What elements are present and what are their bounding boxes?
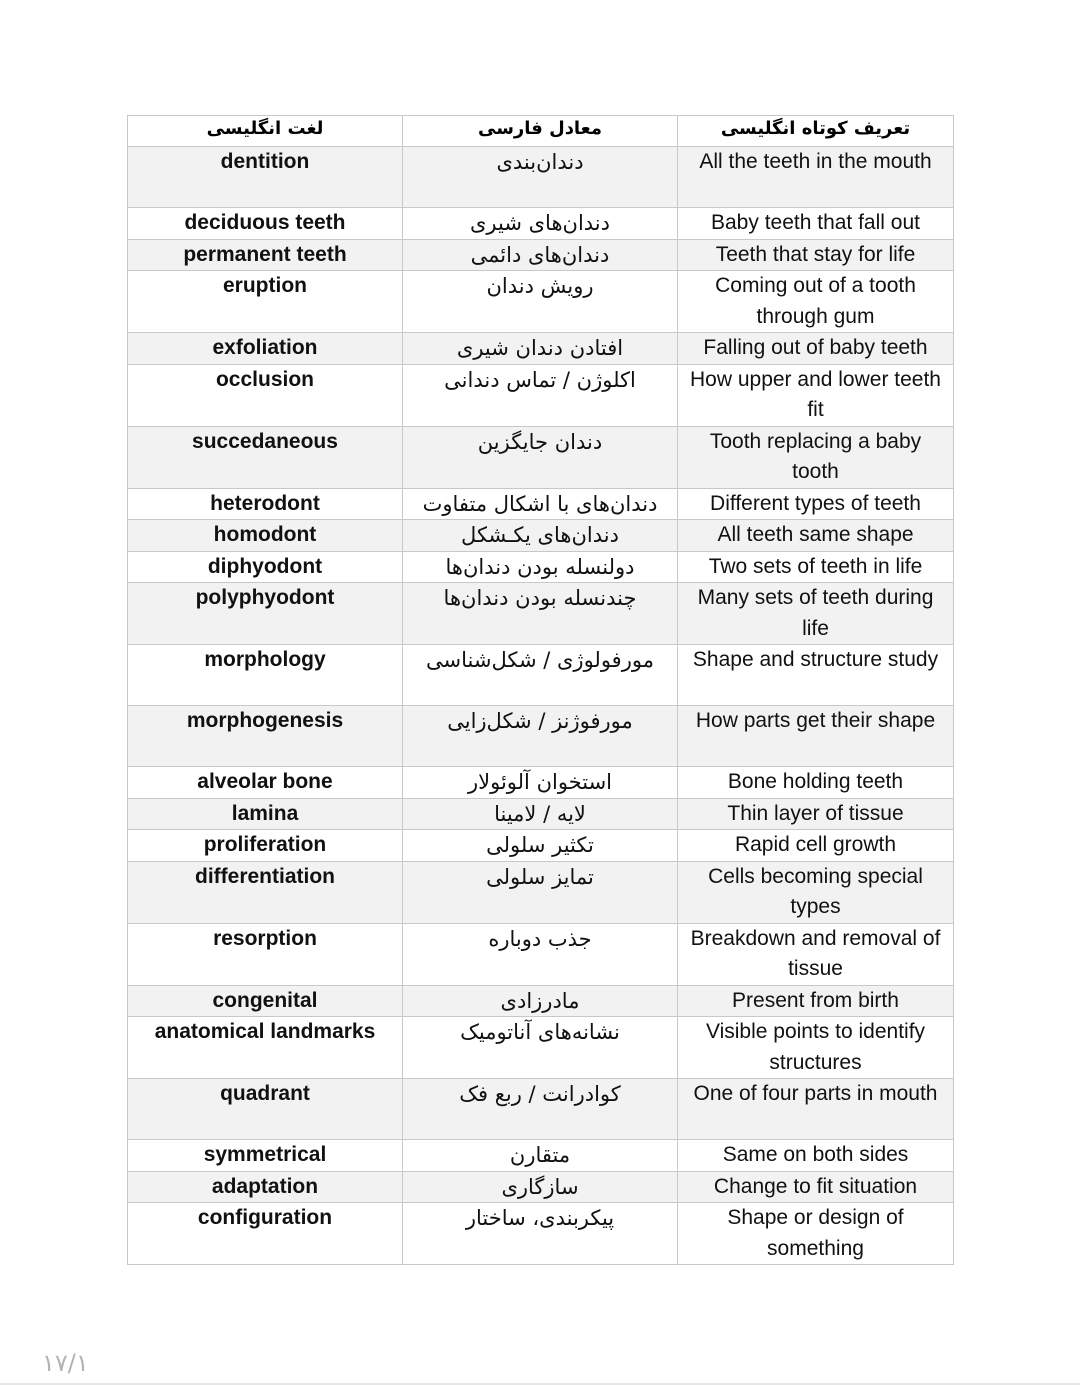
term-cell: anatomical landmarks [128, 1017, 403, 1079]
persian-cell: دندان‌های یکـشکل [403, 520, 678, 552]
persian-cell: دندان‌های با اشکال متفاوت [403, 488, 678, 520]
definition-cell: One of four parts in mouth [678, 1079, 954, 1140]
definition-cell: How upper and lower teeth fit [678, 364, 954, 426]
definition-cell: Shape or design of something [678, 1203, 954, 1265]
definition-cell: Different types of teeth [678, 488, 954, 520]
term-cell: dentition [128, 147, 403, 208]
table-row [128, 798, 954, 830]
table-row [128, 1203, 954, 1265]
term-cell: morphology [128, 645, 403, 706]
term-cell: diphyodont [128, 551, 403, 583]
definition-cell: Thin layer of tissue [678, 798, 954, 830]
term-cell: polyphyodont [128, 583, 403, 645]
term-cell: congenital [128, 985, 403, 1017]
definition-cell: Same on both sides [678, 1140, 954, 1172]
table-row [128, 364, 954, 426]
term-cell: adaptation [128, 1171, 403, 1203]
table-row [128, 147, 954, 208]
header-short-definition: تعریف کوتاه انگلیسی [678, 116, 954, 147]
table-row [128, 767, 954, 799]
table-row [128, 239, 954, 271]
definition-cell: Teeth that stay for life [678, 239, 954, 271]
persian-cell: دندان‌های دائمی [403, 239, 678, 271]
definition-cell: All teeth same shape [678, 520, 954, 552]
definition-cell: Baby teeth that fall out [678, 208, 954, 240]
table-row [128, 208, 954, 240]
table-row [128, 985, 954, 1017]
persian-cell: چندنسله بودن دندان‌ها [403, 583, 678, 645]
term-cell: proliferation [128, 830, 403, 862]
term-cell: alveolar bone [128, 767, 403, 799]
table-row [128, 333, 954, 365]
table-row [128, 426, 954, 488]
persian-cell: جذب دوباره [403, 923, 678, 985]
term-cell: eruption [128, 271, 403, 333]
persian-cell: دندان‌های شیری [403, 208, 678, 240]
persian-cell: پیکربندی، ساختار [403, 1203, 678, 1265]
persian-cell: دندان‌بندی [403, 147, 678, 208]
term-cell: permanent teeth [128, 239, 403, 271]
definition-cell: Shape and structure study [678, 645, 954, 706]
definition-cell: Coming out of a tooth through gum [678, 271, 954, 333]
term-cell: resorption [128, 923, 403, 985]
table-row [128, 1079, 954, 1140]
definition-cell: Many sets of teeth during life [678, 583, 954, 645]
persian-cell: لایه / لامینا [403, 798, 678, 830]
table-row [128, 706, 954, 767]
table-row [128, 1017, 954, 1079]
table-row [128, 488, 954, 520]
persian-cell: تمایز سلولی [403, 861, 678, 923]
table-row [128, 1171, 954, 1203]
persian-cell: استخوان آلوئولار [403, 767, 678, 799]
term-cell: differentiation [128, 861, 403, 923]
definition-cell: Bone holding teeth [678, 767, 954, 799]
term-cell: deciduous teeth [128, 208, 403, 240]
table-row [128, 861, 954, 923]
table-row [128, 551, 954, 583]
persian-cell: نشانه‌های آناتومیک [403, 1017, 678, 1079]
table-body [128, 147, 954, 1265]
table-header-row [128, 116, 954, 147]
term-cell: occlusion [128, 364, 403, 426]
term-cell: exfoliation [128, 333, 403, 365]
definition-cell: How parts get their shape [678, 706, 954, 767]
persian-cell: اکلوژن / تماس دندانی [403, 364, 678, 426]
definition-cell: Breakdown and removal of tissue [678, 923, 954, 985]
table-row [128, 1140, 954, 1172]
persian-cell: رویش دندان [403, 271, 678, 333]
term-cell: morphogenesis [128, 706, 403, 767]
definition-cell: Tooth replacing a baby tooth [678, 426, 954, 488]
vocabulary-table [127, 115, 954, 1265]
persian-cell: مادرزادی [403, 985, 678, 1017]
persian-cell: افتادن دندان شیری [403, 333, 678, 365]
persian-cell: کوادرانت / ربع فک [403, 1079, 678, 1140]
definition-cell: Two sets of teeth in life [678, 551, 954, 583]
persian-cell: سازگاری [403, 1171, 678, 1203]
definition-cell: Visible points to identify structures [678, 1017, 954, 1079]
definition-cell: Cells becoming special types [678, 861, 954, 923]
definition-cell: All the teeth in the mouth [678, 147, 954, 208]
persian-cell: تکثیر سلولی [403, 830, 678, 862]
table-row [128, 830, 954, 862]
table-row [128, 583, 954, 645]
term-cell: lamina [128, 798, 403, 830]
persian-cell: دولنسله بودن دندان‌ها [403, 551, 678, 583]
persian-cell: مورفولوژی / شکل‌شناسی [403, 645, 678, 706]
definition-cell: Change to fit situation [678, 1171, 954, 1203]
term-cell: succedaneous [128, 426, 403, 488]
term-cell: symmetrical [128, 1140, 403, 1172]
header-persian-equivalent: معادل فارسی [403, 116, 678, 147]
persian-cell: متقارن [403, 1140, 678, 1172]
table-row [128, 923, 954, 985]
term-cell: homodont [128, 520, 403, 552]
header-english-word: لغت انگلیسی [128, 116, 403, 147]
table-row [128, 645, 954, 706]
table-row [128, 271, 954, 333]
term-cell: heterodont [128, 488, 403, 520]
term-cell: quadrant [128, 1079, 403, 1140]
persian-cell: مورفوژنز / شکل‌زایی [403, 706, 678, 767]
table-row [128, 520, 954, 552]
definition-cell: Falling out of baby teeth [678, 333, 954, 365]
page-number: ۱۷/۱ [42, 1349, 89, 1377]
definition-cell: Present from birth [678, 985, 954, 1017]
persian-cell: دندان جایگزین [403, 426, 678, 488]
definition-cell: Rapid cell growth [678, 830, 954, 862]
term-cell: configuration [128, 1203, 403, 1265]
